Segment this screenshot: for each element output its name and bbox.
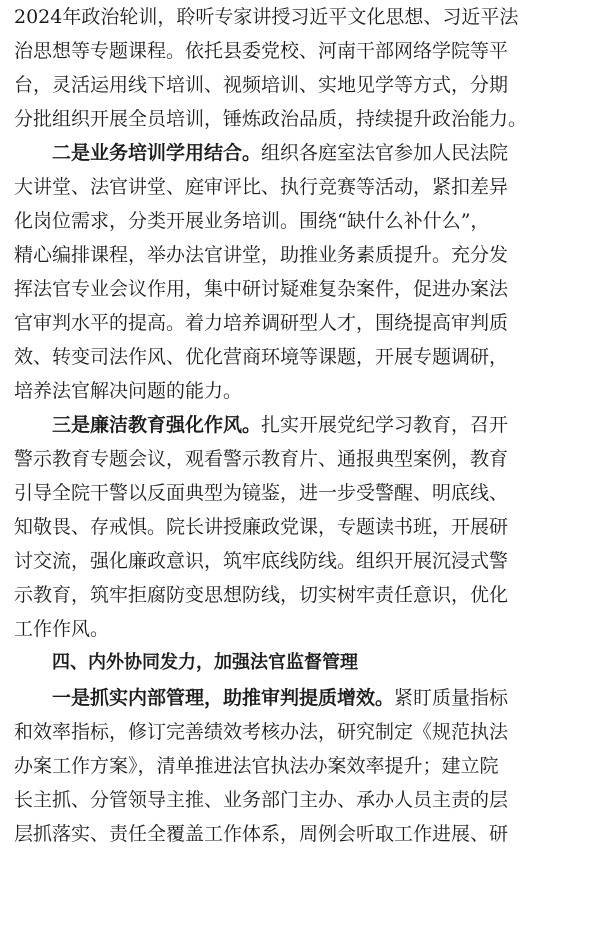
text-line: 和效率指标，修订完善绩效考核办法，研究制定《规范执法: [14, 721, 509, 743]
text-line: 化岗位需求，分类开展业务培训。围绕“缺什么补什么”，: [14, 210, 490, 232]
text-line: 长主抓、分管领导主推、业务部门主办、承办人员主责的层: [14, 789, 509, 811]
text-line: 讨交流，强化廉政意识，筑牢底线防线。组织开展沉浸式警: [14, 550, 509, 572]
text-line: 治思想等专题课程。依托县委党校、河南干部网络学院等平: [14, 40, 509, 62]
text-line: 办案工作方案》，清单推进法官执法办案效率提升；建立院: [14, 755, 499, 777]
paragraph-lead: 三是廉洁教育强化作风。: [52, 414, 262, 436]
paragraph-first-line: [14, 410, 574, 440]
paragraph-text: 扎实开展党纪学习教育，召开: [261, 414, 509, 436]
text-line: 挥法官专业会议作用，集中研讨疑难复杂案件，促进办案法: [14, 278, 509, 300]
text-line: 引导全院干警以反面典型为镜鉴，进一步受警醒、明底线、: [14, 482, 509, 504]
text-line: 大讲堂、法官讲堂、庭审评比、执行竞赛等活动，紧扣差异: [14, 176, 509, 198]
text-line: 官审判水平的提高。着力培养调研型人才，围绕提高审判质: [14, 312, 509, 334]
section-heading: 四、内外协同发力，加强法官监督管理: [52, 652, 358, 673]
text-line: 层抓落实、责任全覆盖工作体系，周例会听取工作进展、研: [14, 823, 509, 845]
paragraph-first-line: [14, 138, 574, 168]
text-line: 知敬畏、存戒惧。院长讲授廉政党课，专题读书班，开展研: [14, 516, 509, 538]
text-line: 示教育，筑牢拒腐防变思想防线，切实树牢责任意识，优化: [14, 584, 509, 606]
text-line: 工作作风。: [14, 618, 110, 640]
paragraph-lead: 一是抓实内部管理，助推审判提质增效。: [52, 687, 395, 709]
paragraph-lead: 二是业务培训学用结合。: [52, 142, 262, 164]
text-line: 效、转变司法作风、优化营商环境等课题，开展专题调研，: [14, 346, 509, 368]
text-line: 警示教育专题会议，观看警示教育片、通报典型案例，教育: [14, 448, 509, 470]
paragraph-text: 紧盯质量指标: [394, 687, 509, 709]
text-line: 培养法官解决问题的能力。: [14, 380, 243, 402]
paragraph-first-line: [14, 683, 574, 713]
text-line: 分批组织开展全员培训，锤炼政治品质，持续提升政治能力。: [14, 108, 528, 130]
text-line: 2024年政治轮训，聆听专家讲授习近平文化思想、习近平法: [14, 6, 519, 28]
text-line: 台，灵活运用线下培训、视频培训、实地见学等方式，分期: [14, 74, 509, 96]
paragraph-text: 组织各庭室法官参加人民法院: [261, 142, 509, 164]
text-line: 精心编排课程，举办法官讲堂，助推业务素质提升。充分发: [14, 244, 509, 266]
